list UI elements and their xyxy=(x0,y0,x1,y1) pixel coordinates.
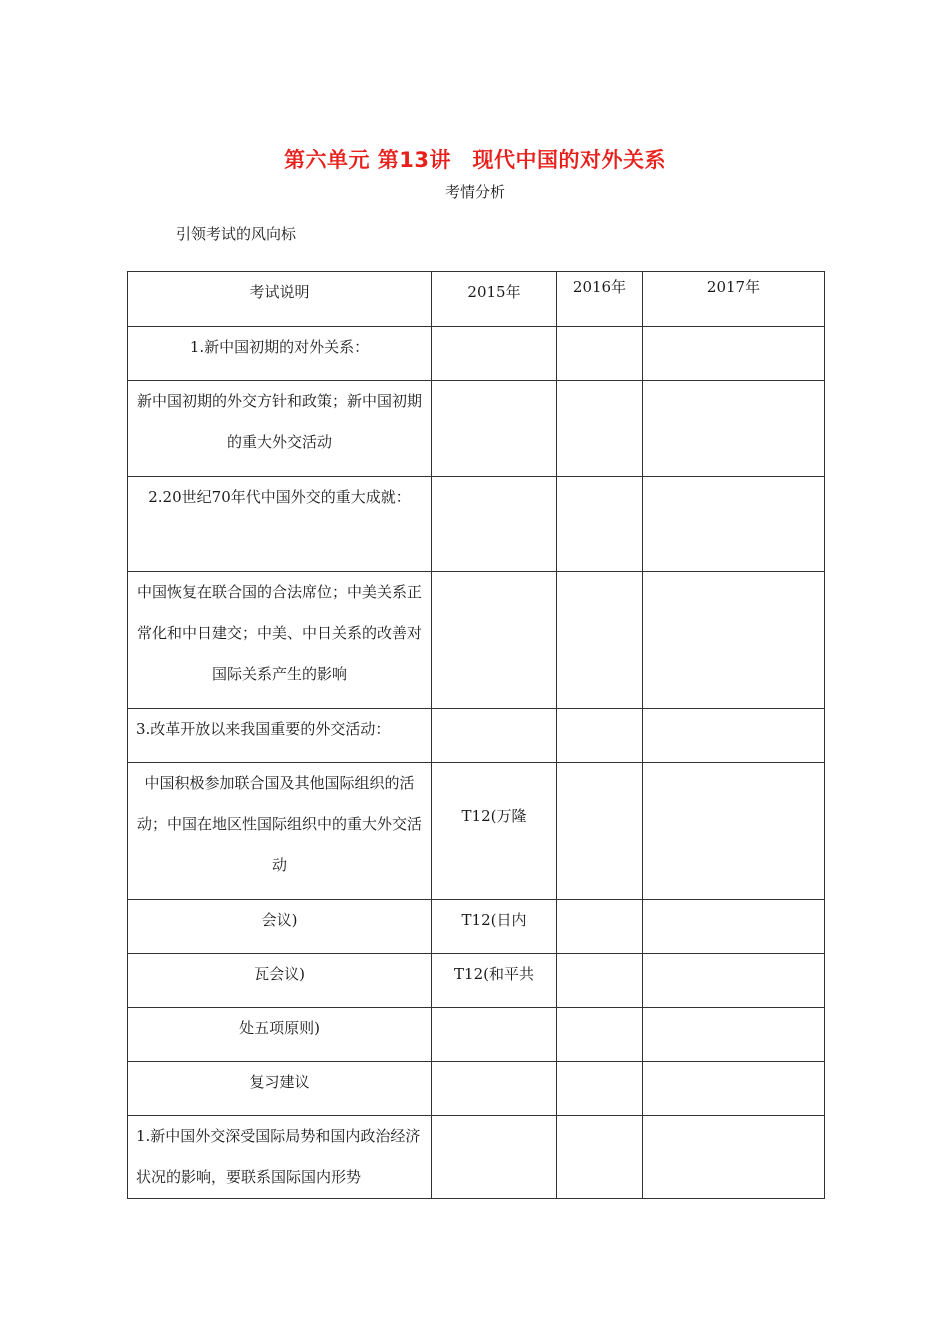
table-cell xyxy=(643,572,825,709)
table-cell: T12(和平共 xyxy=(432,954,557,1008)
table-cell xyxy=(557,900,643,954)
table-cell: 瓦会议) xyxy=(128,954,432,1008)
table-cell xyxy=(557,572,643,709)
header-2015: 2015年 xyxy=(432,272,557,327)
table-cell xyxy=(557,1116,643,1199)
table-cell xyxy=(432,1116,557,1199)
table-cell xyxy=(643,709,825,763)
table-cell xyxy=(557,381,643,477)
exam-analysis-table xyxy=(127,271,825,1199)
table-cell: 中国积极参加联合国及其他国际组织的活动；中国在地区性国际组织中的重大外交活动 xyxy=(128,763,432,900)
table-cell xyxy=(643,327,825,381)
table-row xyxy=(128,1116,825,1199)
table-cell xyxy=(557,327,643,381)
table-cell xyxy=(643,1116,825,1199)
table-cell: 2.20世纪70年代中国外交的重大成就： xyxy=(128,477,432,572)
table-cell xyxy=(432,1062,557,1116)
table-cell: 1.新中国初期的对外关系： xyxy=(128,327,432,381)
table-row xyxy=(128,1008,825,1062)
table-cell: T12(万隆 xyxy=(432,763,557,900)
table-cell xyxy=(432,381,557,477)
table-row xyxy=(128,327,825,381)
table-row xyxy=(128,954,825,1008)
table-cell xyxy=(432,477,557,572)
table-row xyxy=(128,1062,825,1116)
table-cell xyxy=(557,1008,643,1062)
table-cell xyxy=(643,954,825,1008)
table-header-row xyxy=(128,272,825,327)
table-row xyxy=(128,572,825,709)
table-cell xyxy=(643,900,825,954)
table-row xyxy=(128,381,825,477)
table-cell xyxy=(432,572,557,709)
table-cell xyxy=(643,1062,825,1116)
table-cell xyxy=(557,1062,643,1116)
table-cell: 处五项原则) xyxy=(128,1008,432,1062)
table-cell xyxy=(643,381,825,477)
table-cell xyxy=(432,1008,557,1062)
table-row xyxy=(128,477,825,572)
table-row xyxy=(128,709,825,763)
table-cell xyxy=(557,709,643,763)
table-cell xyxy=(643,763,825,900)
table-cell xyxy=(557,477,643,572)
table-cell xyxy=(643,1008,825,1062)
header-2017: 2017年 xyxy=(643,272,825,327)
table-cell: 新中国初期的外交方针和政策；新中国初期的重大外交活动 xyxy=(128,381,432,477)
table-cell: 会议) xyxy=(128,900,432,954)
table-cell: 3.改革开放以来我国重要的外交活动： xyxy=(128,709,432,763)
table-row xyxy=(128,763,825,900)
page-title: 第六单元 第13讲 现代中国的对外关系 xyxy=(283,148,667,172)
header-exam-description: 考试说明 xyxy=(128,272,432,327)
table-cell xyxy=(432,709,557,763)
section-subtitle: 考情分析 xyxy=(444,183,505,201)
intro-text: 引领考试的风向标 xyxy=(176,225,297,243)
table-cell: T12(日内 xyxy=(432,900,557,954)
table-cell xyxy=(557,954,643,1008)
table-cell: 1.新中国外交深受国际局势和国内政治经济状况的影响，要联系国际国内形势 xyxy=(128,1116,432,1199)
table-cell: 中国恢复在联合国的合法席位；中美关系正常化和中日建交；中美、中日关系的改善对国际关系产生的影响 xyxy=(128,572,432,709)
header-2016: 2016年 xyxy=(557,272,643,327)
table-cell xyxy=(643,477,825,572)
table-row xyxy=(128,900,825,954)
table-cell: 复习建议 xyxy=(128,1062,432,1116)
table-cell xyxy=(557,763,643,900)
table-cell xyxy=(432,327,557,381)
